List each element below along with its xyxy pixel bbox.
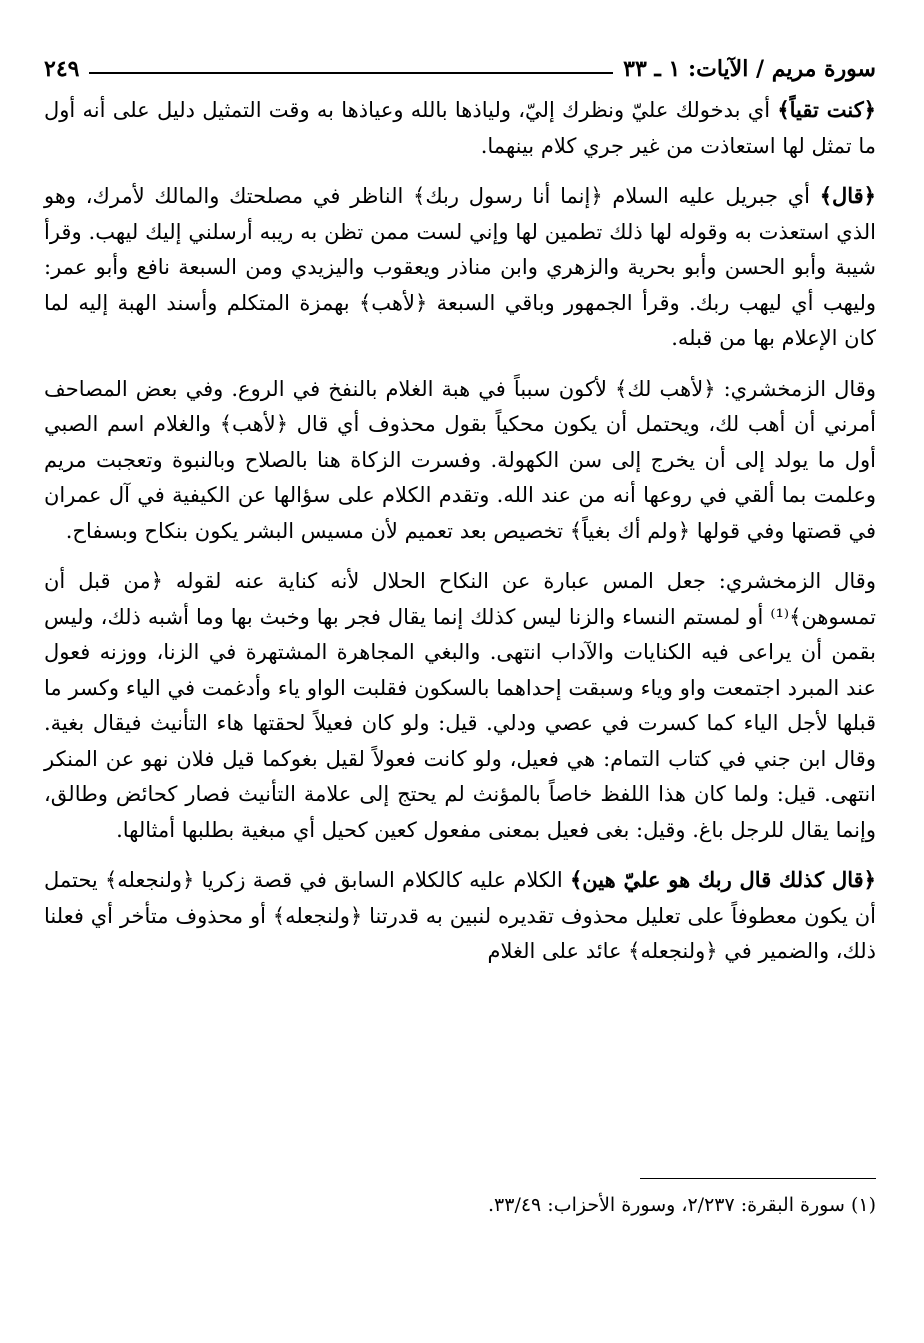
paragraph (44, 862, 876, 970)
paragraph-lead: ﴿كنت تقياً﴾ (777, 97, 876, 122)
paragraph (44, 178, 876, 357)
running-head (44, 48, 876, 82)
page-number: ٢٤٩ (44, 56, 80, 82)
paragraph (44, 371, 876, 550)
footnote: (١) سورة البقرة: ٢/٢٣٧، وسورة الأحزاب: ٣٣/٤٩. (487, 1194, 876, 1216)
paragraph-text: أي بدخولك عليّ ونظرك إليّ، ولياذها بالله وعياذها به وقت التمثيل دليل على أنه أول ما تمثل لها استعاذت من غير جري كلام بينهما. (44, 98, 876, 158)
paragraph-text: وقال الزمخشري: ﴿لأهب لك﴾ لأكون سبباً في هبة الغلام بالنفخ في الروع. وفي بعض المصاحف أمرني أن أهب لك، ويحتمل أن يكون محكياً بقول محذوف أي قال ﴿لأهب﴾ والغلام اسم الصبي أول ما يولد إلى أن يخرج إلى سن الكهولة. وفسرت الزكاة هنا بالصلاح وبالنبوة وتعجبت مريم وعلمت بما ألقي في روعها أنه من عند الله. وتقدم الكلام على سؤالها عن الكيفية في آل عمران في قصتها وفي قولها ﴿ولم أك بغياً﴾ تخصيص بعد تعميم لأن مسيس البشر يكون بنكاح وبسفاح. (44, 376, 876, 543)
footnote-rule (640, 1178, 876, 1179)
paragraph-lead: ﴿قال﴾ (819, 183, 876, 208)
paragraph-text: وقال الزمخشري: جعل المس عبارة عن النكاح الحلال لأنه كناية عنه لقوله ﴿من قبل أن تمسوهن﴾⁽¹⁾ أو لمستم النساء والزنا ليس كذلك إنما يقال فجر بها وخبث بها وما أشبه ذلك، وليس بقمن أن يراعى فيه الكنايات والآداب انتهى. والبغي المجاهرة المشتهرة في الزنا، ووزنه فعول عند المبرد اجتمعت واو وياء وسبقت إحداهما بالسكون فقلبت الواو ياء وأدغمت في الياء وكسر ما قبلها لأجل الياء كما كسرت في عصي ودلي. قيل: ولو كان فعيلاً لحقتها هاء التأنيث فيقال بغية. وقال ابن جني في كتاب التمام: هي فعيل، ولو كانت فعولاً لقيل بغوكما قيل فلان نهو عن المنكر انتهى. قيل: ولما كان هذا اللفظ خاصاً بالمؤنث لم يحتج إلى علامة التأنيث فصار كحائض وطالق، وإنما يقال للرجل باغ. وقيل: بغى فعيل بمعنى مفعول كعين كحيل أي مبغية بطلبها أمثالها. (44, 569, 876, 842)
paragraph-text: الكلام عليه كالكلام السابق في قصة زكريا ﴿ولنجعله﴾ يحتمل أن يكون معطوفاً على تعليل محذوف تقديره لنبين به قدرتنا ﴿ولنجعله﴾ أو محذوف متأخر أي فعلنا ذلك، والضمير في ﴿ولنجعله﴾ عائد على الغلام (44, 868, 876, 963)
running-title: سورة مريم / الآيات: ١ ـ ٣٣ (623, 56, 876, 82)
header-rule (89, 72, 613, 74)
body-text (44, 92, 876, 970)
paragraph-lead: ﴿قال كذلك قال ربك هو عليّ هين﴾ (569, 867, 876, 892)
paragraph-text: أي جبريل عليه السلام ﴿إنما أنا رسول ربك﴾ الناظر في مصلحتك والمالك لأمرك، وهو الذي استعذت به وقوله لها ذلك تطمين لها وإني لست ممن تظن به ريبه أرسلني إليك ليهب. وقرأ شيبة وأبو الحسن وأبو بحرية والزهري وابن مناذر ويعقوب واليزيدي ومن السبعة نافع وأبو عمر: وليهب أي ليهب ربك. وقرأ الجمهور وباقي السبعة ﴿لأهب﴾ بهمزة المتكلم وأسند الهبة إليه لما كان الإعلام بها من قبله. (44, 184, 876, 350)
paragraph (44, 92, 876, 164)
paragraph (44, 563, 876, 848)
